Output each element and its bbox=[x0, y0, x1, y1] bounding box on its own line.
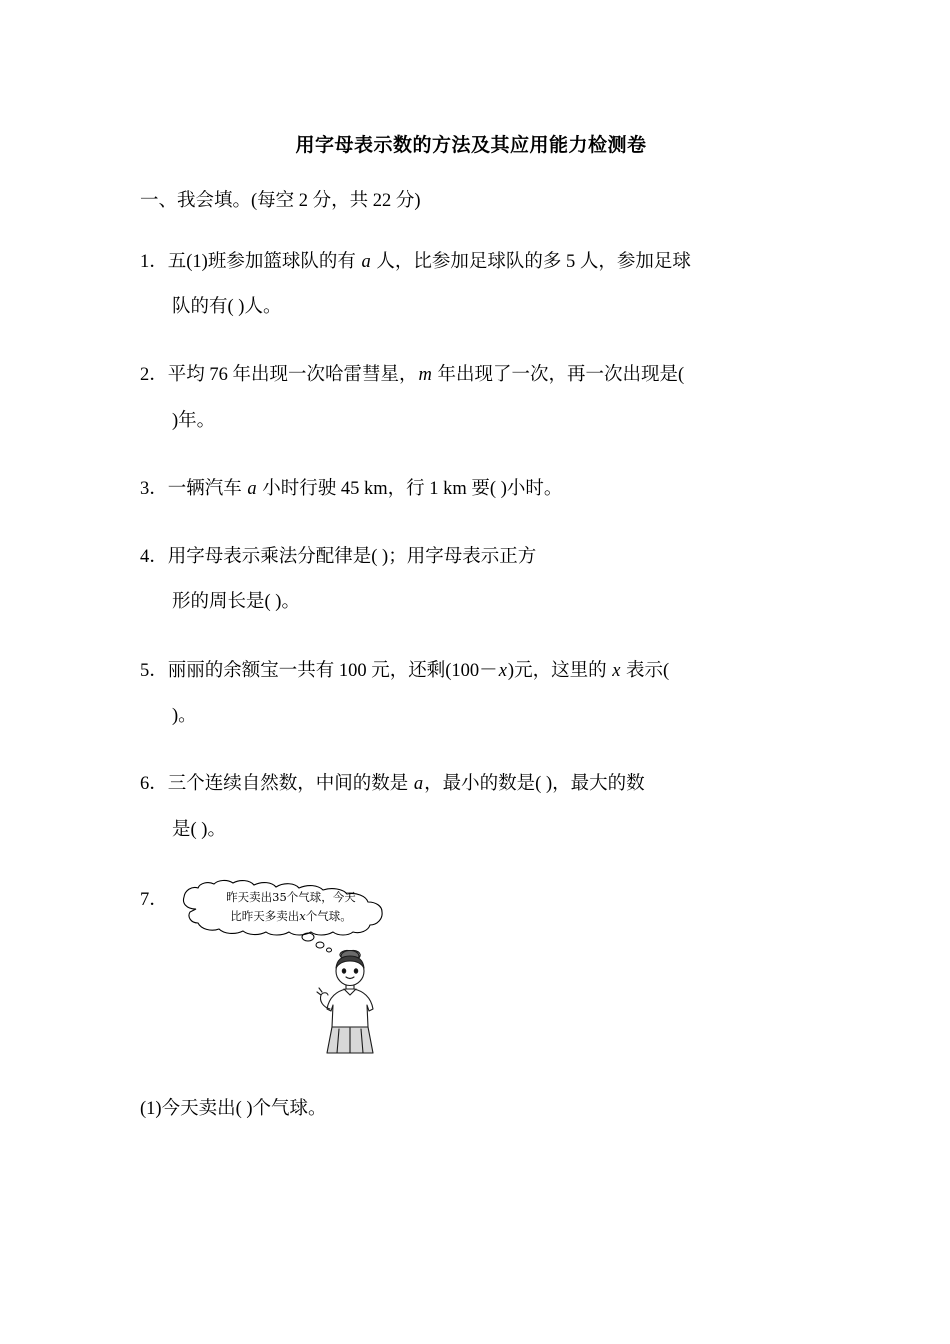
question-1-text-b: 人，比参加足球队的多 5 人，参加足球 bbox=[371, 251, 691, 272]
question-4-line2: 形的周长是( )。 bbox=[172, 592, 300, 613]
question-1-variable: a bbox=[361, 251, 371, 272]
question-6-text-b: ，最小的数是( )，最大的数 bbox=[424, 774, 645, 795]
question-7-illustration bbox=[178, 879, 438, 1064]
question-5-number: 5． bbox=[140, 660, 168, 681]
question-7 bbox=[140, 879, 802, 1079]
question-2-number: 2． bbox=[140, 365, 168, 386]
question-5-variable-1: x bbox=[498, 660, 507, 681]
bubble-line-2a: 比昨天多卖出 bbox=[230, 909, 300, 923]
question-2 bbox=[140, 353, 802, 444]
question-7-number: 7． bbox=[140, 890, 168, 911]
question-1-number: 1． bbox=[140, 251, 168, 272]
question-1-line2: 队的有( )人。 bbox=[172, 296, 282, 317]
section-heading-one: 一、我会填。(每空 2 分，共 22 分) bbox=[140, 191, 421, 211]
bubble-line-1: 昨天卖出35个气球，今天 bbox=[226, 890, 356, 905]
bubble-variable: x bbox=[299, 909, 306, 923]
question-5-text-b: )元，这里的 bbox=[507, 660, 612, 681]
question-5-variable-2: x bbox=[612, 660, 621, 681]
question-2-variable: m bbox=[418, 365, 432, 386]
question-5 bbox=[140, 649, 802, 740]
question-5-line2: )。 bbox=[172, 706, 197, 727]
question-4-text-a: 用字母表示乘法分配律是( )；用字母表示正方 bbox=[167, 547, 537, 568]
question-3-text-b: 小时行驶 45 km，行 1 km 要( )小时。 bbox=[257, 478, 563, 499]
question-3-variable: a bbox=[247, 478, 257, 499]
question-7-sub-1: (1)今天卖出( )个气球。 bbox=[140, 1099, 327, 1120]
question-6 bbox=[140, 762, 802, 853]
question-1-text-a: 五(1)班参加篮球队的有 bbox=[167, 251, 361, 272]
question-6-text-a: 三个连续自然数，中间的数是 bbox=[167, 774, 413, 795]
question-6-line2: 是( )。 bbox=[172, 819, 226, 840]
question-5-text-c: 表示( bbox=[621, 660, 670, 681]
question-2-text-a: 平均 76 年出现一次哈雷彗星， bbox=[167, 365, 418, 386]
question-6-number: 6． bbox=[140, 774, 168, 795]
question-1 bbox=[140, 240, 802, 331]
page-title: 用字母表示数的方法及其应用能力检测卷 bbox=[295, 134, 647, 156]
question-3-number: 3． bbox=[140, 478, 168, 499]
question-3-text-a: 一辆汽车 bbox=[167, 478, 247, 499]
question-5-text-a: 丽丽的余额宝一共有 100 元，还剩(100－ bbox=[167, 660, 498, 681]
speech-bubble-text bbox=[192, 888, 390, 926]
question-4 bbox=[140, 535, 802, 626]
question-6-variable: a bbox=[413, 774, 424, 795]
question-3 bbox=[140, 467, 802, 512]
question-2-text-b: 年出现了一次，再一次出现是( bbox=[432, 365, 685, 386]
question-4-number: 4． bbox=[140, 547, 168, 568]
bubble-line-2b: 个气球。 bbox=[305, 909, 352, 923]
question-2-line2: )年。 bbox=[172, 410, 216, 431]
girl-figure-icon bbox=[303, 949, 398, 1059]
